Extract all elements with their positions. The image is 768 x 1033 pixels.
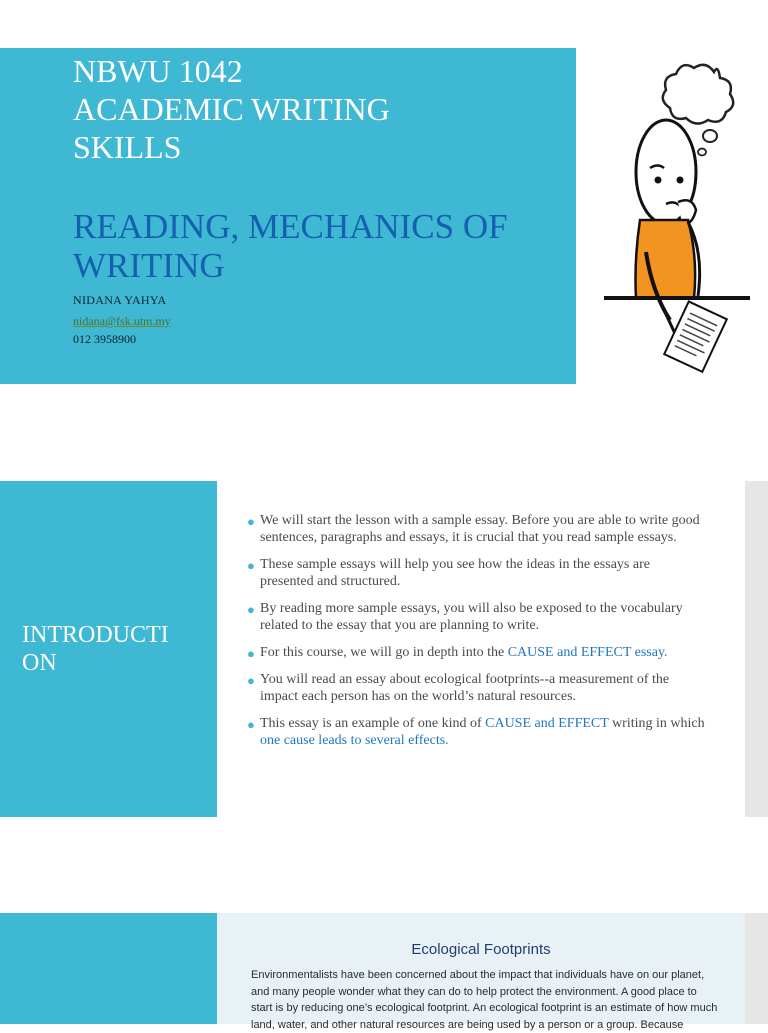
bullet-text: By reading more sample essays, you will also be exposed to the vocabulary related to the essay that you are planning to write. [260,601,683,633]
bullet-highlight-text: CAUSE and EFFECT [485,716,609,731]
lesson-subtitle-line: WRITING [73,246,225,285]
author-email-link[interactable]: nidana@fsk.utm.my [73,314,171,328]
bullet-text: This essay is an example of one kind of [260,716,486,731]
essay-title: Ecological Footprints [411,941,551,958]
bullet-text: You will read an essay about ecological footprints--a measurement of the impact each person has on the world’s natural resources. [260,672,670,704]
essay-slide-side-panel [0,913,217,1024]
introduction-heading-line: INTRODUCTI [22,622,169,648]
introduction-heading [22,621,202,677]
author-phone: 012 3958900 [73,332,136,346]
lesson-subtitle-line: READING, MECHANICS OF [73,207,508,246]
essay-paragraph: Environmentalists have been concerned about the impact that individuals have on our planet, and many people wonder what they can do to help protect the environment. A good place to start is by reducing one’s ecological footprint. An ecological footprint is an estimate of how much land, water, and other natural resources are being used by a person or a group. Because [251,969,718,1031]
bullet-item [247,715,707,749]
bullet-item [247,671,707,705]
bullet-item [247,644,707,661]
slide-edge-strip [745,913,768,1024]
bullet-dot-icon: ● [247,558,255,573]
bullet-dot-icon: ● [247,514,255,529]
bullet-text: These sample essays will help you see how the ideas in the essays are presented and structured. [260,557,650,589]
course-title-line: NBWU 1042 [73,53,243,89]
bullet-highlight-text: one cause leads to several effects. [260,733,449,748]
bullet-text: writing in which [608,716,705,731]
bullet-dot-icon: ● [247,646,255,661]
thinking-person-writing-icon [596,52,760,372]
essay-excerpt-image [217,913,745,1031]
introduction-heading-line: ON [22,650,57,676]
slide-edge-strip [745,481,768,817]
author-name: NIDANA YAHYA [73,293,167,307]
bullet-item [247,600,707,634]
bullet-dot-icon: ● [247,602,255,617]
bullet-dot-icon: ● [247,673,255,688]
bullet-text: We will start the lesson with a sample essay. Before you are able to write good sentences, paragraphs and essays, it is crucial that you read sample essays. [260,513,700,545]
bullet-highlight-text: CAUSE and EFFECT essay. [507,645,668,660]
bullet-dot-icon: ● [247,717,255,732]
course-title-line: ACADEMIC WRITING [73,91,390,127]
course-title-line: SKILLS [73,129,182,165]
bullet-item [247,556,707,590]
introduction-bullet-list [247,512,707,759]
course-title [73,52,553,166]
bullet-item [247,512,707,546]
lesson-subtitle [73,207,563,285]
bullet-text: For this course, we will go in depth into the [260,645,508,660]
